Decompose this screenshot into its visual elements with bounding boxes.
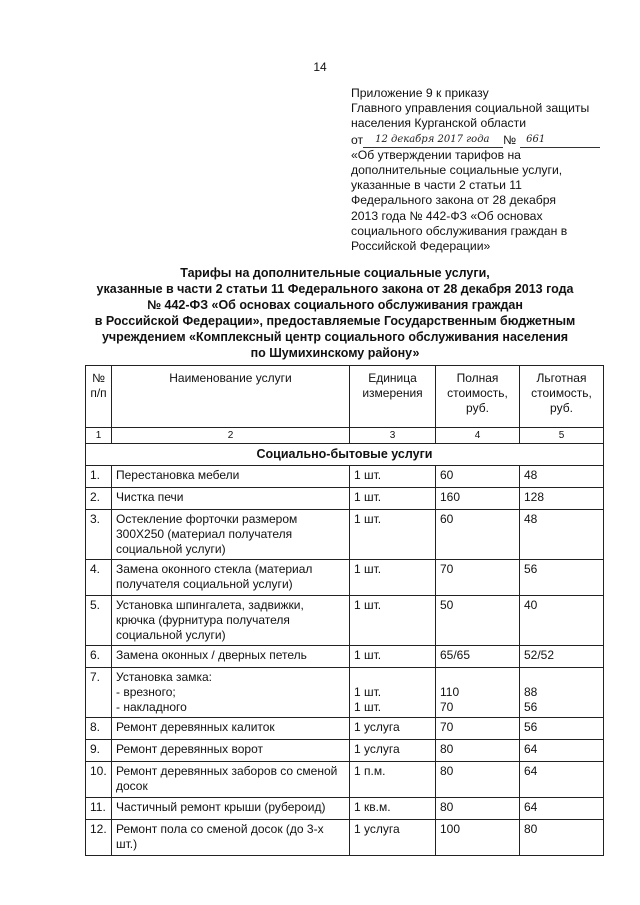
service-name: Замена оконного стекла (материал получателя социальной услуги) bbox=[112, 560, 350, 596]
service-name: Установка замка: - врезного; - накладного bbox=[112, 668, 350, 718]
table-row bbox=[86, 510, 604, 560]
order-date-number-line bbox=[351, 132, 611, 148]
header-number: № п/п bbox=[86, 366, 112, 428]
service-name: Ремонт деревянных ворот bbox=[112, 740, 350, 762]
full-price: 65/65 bbox=[436, 646, 520, 668]
row-number: 11. bbox=[86, 798, 112, 820]
appendix-line: Главного управления социальной защиты bbox=[351, 101, 590, 116]
full-price: 110 70 bbox=[436, 668, 520, 718]
discount-price: 48 bbox=[520, 466, 604, 488]
row-number: 9. bbox=[86, 740, 112, 762]
full-price: 160 bbox=[436, 488, 520, 510]
full-price: 80 bbox=[436, 740, 520, 762]
discount-price: 64 bbox=[520, 762, 604, 798]
appendix-block bbox=[351, 86, 611, 254]
unit-of-measure: 1 шт. 1 шт. bbox=[350, 668, 436, 718]
row-number: 4. bbox=[86, 560, 112, 596]
table-row bbox=[86, 668, 604, 718]
number-label: № bbox=[503, 132, 517, 147]
title-line: по Шумихинскому району» bbox=[250, 346, 420, 360]
unit-of-measure: 1 шт. bbox=[350, 510, 436, 560]
service-name: Перестановка мебели bbox=[112, 466, 350, 488]
from-label: от bbox=[351, 132, 364, 147]
document-title bbox=[70, 265, 600, 361]
unit-of-measure: 1 шт. bbox=[350, 488, 436, 510]
row-number: 6. bbox=[86, 646, 112, 668]
handwritten-date: 12 декабря 2017 года bbox=[363, 132, 503, 148]
unit-of-measure: 1 шт. bbox=[350, 646, 436, 668]
subject-line: дополнительные социальные услуги, bbox=[351, 163, 563, 178]
header-service-name: Наименование услуги bbox=[112, 366, 350, 428]
subject-line: указанные в части 2 статьи 11 bbox=[351, 178, 522, 193]
unit-of-measure: 1 услуга bbox=[350, 740, 436, 762]
table-row bbox=[86, 740, 604, 762]
full-price: 50 bbox=[436, 596, 520, 646]
row-number: 8. bbox=[86, 718, 112, 740]
table-body bbox=[86, 428, 604, 856]
section-title: Социально-бытовые услуги bbox=[86, 444, 604, 466]
column-number: 5 bbox=[520, 428, 604, 444]
discount-price: 56 bbox=[520, 560, 604, 596]
unit-of-measure: 1 услуга bbox=[350, 820, 436, 856]
handwritten-number: 661 bbox=[520, 132, 600, 148]
column-number: 2 bbox=[112, 428, 350, 444]
unit-of-measure: 1 услуга bbox=[350, 718, 436, 740]
row-number: 1. bbox=[86, 466, 112, 488]
table-row bbox=[86, 466, 604, 488]
full-price: 80 bbox=[436, 798, 520, 820]
header-discount-price: Льготная стоимость, руб. bbox=[520, 366, 604, 428]
discount-price: 128 bbox=[520, 488, 604, 510]
column-number: 3 bbox=[350, 428, 436, 444]
full-price: 80 bbox=[436, 762, 520, 798]
service-name: Ремонт деревянных калиток bbox=[112, 718, 350, 740]
row-number: 12. bbox=[86, 820, 112, 856]
row-number: 2. bbox=[86, 488, 112, 510]
appendix-line: Приложение 9 к приказу bbox=[351, 86, 489, 100]
row-number: 10. bbox=[86, 762, 112, 798]
table-row bbox=[86, 596, 604, 646]
full-price: 60 bbox=[436, 510, 520, 560]
table-row bbox=[86, 798, 604, 820]
full-price: 70 bbox=[436, 560, 520, 596]
table-row bbox=[86, 762, 604, 798]
service-name: Замена оконных / дверных петель bbox=[112, 646, 350, 668]
service-name: Ремонт пола со сменой досок (до 3-х шт.) bbox=[112, 820, 350, 856]
title-line: Тарифы на дополнительные социальные услуги, bbox=[180, 266, 490, 280]
column-number: 1 bbox=[86, 428, 112, 444]
service-name: Чистка печи bbox=[112, 488, 350, 510]
subject-line: социального обслуживания граждан в bbox=[351, 223, 568, 238]
table-row bbox=[86, 718, 604, 740]
service-name: Остекление форточки размером 300Х250 (материал получателя социальной услуги) bbox=[112, 510, 350, 560]
tariffs-table bbox=[85, 365, 604, 856]
unit-of-measure: 1 шт. bbox=[350, 596, 436, 646]
appendix-line: населения Курганской области bbox=[351, 116, 527, 131]
unit-of-measure: 1 шт. bbox=[350, 466, 436, 488]
title-line: указанные в части 2 статьи 11 Федерального закона от 28 декабря 2013 года bbox=[96, 282, 574, 296]
page-number: 14 bbox=[313, 60, 327, 74]
table-row bbox=[86, 646, 604, 668]
table-row bbox=[86, 560, 604, 596]
subject-line: 2013 года № 442-ФЗ «Об основах bbox=[351, 208, 543, 223]
discount-price: 88 56 bbox=[520, 668, 604, 718]
unit-of-measure: 1 шт. bbox=[350, 560, 436, 596]
row-number: 5. bbox=[86, 596, 112, 646]
discount-price: 80 bbox=[520, 820, 604, 856]
subject-line: Российской Федерации» bbox=[351, 239, 491, 254]
discount-price: 48 bbox=[520, 510, 604, 560]
subject-line: Федерального закона от 28 декабря bbox=[351, 193, 556, 208]
title-line: учреждением «Комплексный центр социального обслуживания населения bbox=[101, 330, 569, 344]
title-line: № 442-ФЗ «Об основах социального обслуживания граждан bbox=[147, 298, 523, 312]
discount-price: 64 bbox=[520, 798, 604, 820]
table-row bbox=[86, 820, 604, 856]
title-line: в Российской Федерации», предоставляемые Государственным бюджетным bbox=[94, 314, 576, 328]
full-price: 70 bbox=[436, 718, 520, 740]
discount-price: 56 bbox=[520, 718, 604, 740]
service-name: Установка шпингалета, задвижки, крючка (фурнитура получателя социальной услуги) bbox=[112, 596, 350, 646]
row-number: 7. bbox=[86, 668, 112, 718]
unit-of-measure: 1 п.м. bbox=[350, 762, 436, 798]
header-full-price: Полная стоимость, руб. bbox=[436, 366, 520, 428]
discount-price: 52/52 bbox=[520, 646, 604, 668]
discount-price: 64 bbox=[520, 740, 604, 762]
service-name: Частичный ремонт крыши (рубероид) bbox=[112, 798, 350, 820]
full-price: 60 bbox=[436, 466, 520, 488]
subject-line: «Об утверждении тарифов на bbox=[351, 147, 521, 162]
row-number: 3. bbox=[86, 510, 112, 560]
unit-of-measure: 1 кв.м. bbox=[350, 798, 436, 820]
service-name: Ремонт деревянных заборов со сменой досок bbox=[112, 762, 350, 798]
discount-price: 40 bbox=[520, 596, 604, 646]
header-unit: Единица измерения bbox=[350, 366, 436, 428]
column-number: 4 bbox=[436, 428, 520, 444]
full-price: 100 bbox=[436, 820, 520, 856]
table-row bbox=[86, 488, 604, 510]
